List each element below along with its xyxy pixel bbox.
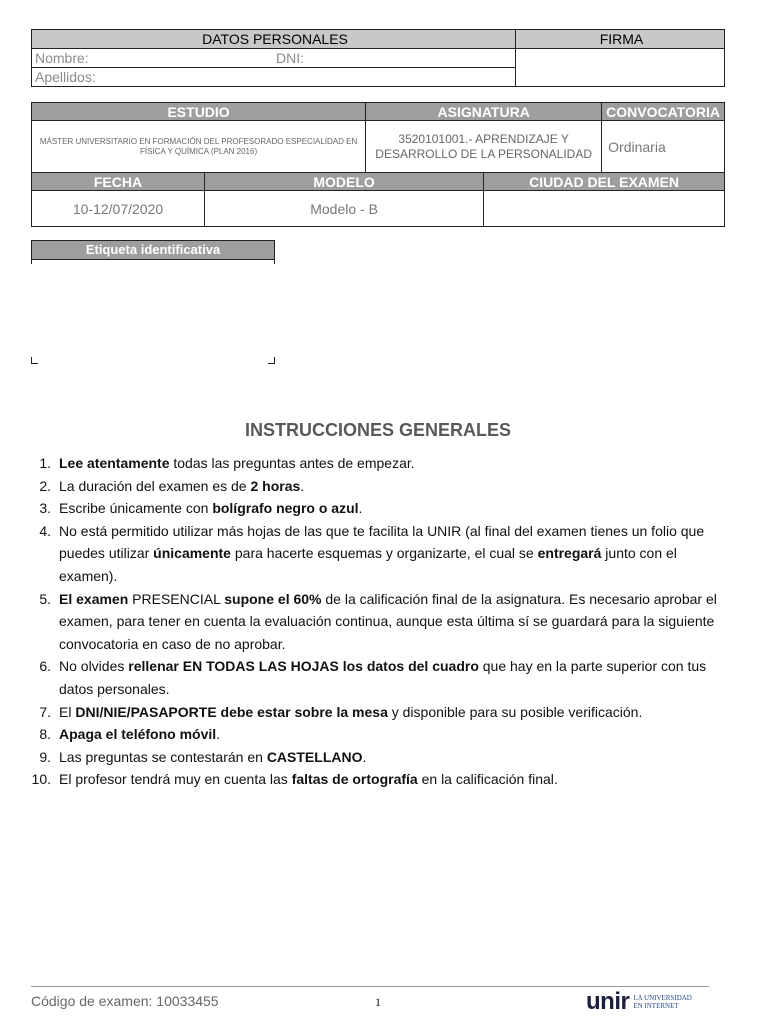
instruction-text-segment: Las preguntas se contestarán en — [59, 748, 267, 765]
instruction-bold-text: supone el 60% — [224, 590, 322, 607]
footer-divider — [31, 986, 709, 987]
label-tick-left — [31, 260, 32, 264]
instruction-text-segment: El profesor tendrá muy en cuenta las — [59, 771, 292, 788]
instruction-item — [31, 746, 731, 769]
label-tick-right — [274, 260, 275, 264]
name-field[interactable] — [32, 49, 516, 68]
instruction-text-segment: PRESENCIAL — [128, 590, 225, 607]
instruction-text-segment: para hacerte esquemas y organizarte, el cual se — [230, 545, 538, 562]
surname-field[interactable] — [32, 68, 516, 87]
label-corner-left — [31, 357, 38, 364]
instruction-bold-text: Lee atentamente — [59, 455, 170, 471]
instruction-text — [59, 655, 731, 700]
exam-info-table — [31, 102, 725, 227]
instruction-text — [59, 497, 362, 520]
instruction-bold-text: rellenar EN TODAS LAS HOJAS los datos del cuadro — [128, 658, 479, 675]
instruction-text — [59, 452, 415, 475]
instruction-number: 5. — [39, 590, 51, 607]
exam-code: Código de examen: 10033455 — [31, 993, 219, 1009]
instruction-bold-text: 2 horas — [250, 477, 301, 494]
surname-label: Apellidos: — [35, 69, 96, 85]
page-number: 1 — [375, 995, 381, 1009]
id-label-header: Etiqueta identificativa — [31, 240, 275, 260]
instruction-number: 3. — [39, 500, 51, 517]
call-header: CONVOCATORIA — [602, 103, 725, 121]
instruction-text-segment: El — [59, 703, 76, 720]
instruction-number: 1. — [39, 455, 51, 471]
logo-sub-line-1: LA UNIVERSIDAD — [633, 994, 692, 1002]
city-field[interactable] — [484, 191, 725, 227]
instruction-item — [31, 452, 731, 475]
date-value: 10-12/07/2020 — [32, 191, 205, 227]
instruction-number: 7. — [39, 703, 51, 720]
city-header: CIUDAD DEL EXAMEN — [484, 173, 725, 191]
model-header: MODELO — [205, 173, 484, 191]
date-header: FECHA — [32, 173, 205, 191]
instruction-item — [31, 655, 731, 700]
instruction-text-segment: junto con el examen). — [59, 545, 677, 584]
dni-label: DNI: — [276, 50, 304, 66]
instruction-item — [31, 701, 731, 724]
instruction-text — [59, 701, 642, 724]
instruction-item — [31, 588, 731, 656]
instruction-text-segment: y disponible para su posible verificación. — [387, 703, 643, 720]
instruction-bold-text: Apaga el teléfono móvil — [59, 726, 217, 743]
instruction-text-segment: . — [300, 477, 305, 494]
model-value: Modelo - B — [205, 191, 484, 227]
name-label: Nombre: — [35, 50, 89, 66]
instruction-bold-text: bolígrafo negro o azul — [212, 500, 359, 517]
instruction-number: 2. — [39, 477, 51, 494]
id-label-box — [31, 240, 275, 364]
unir-logo — [586, 988, 692, 1016]
instruction-text-segment: No olvides — [59, 658, 129, 675]
instruction-bold-text: entregará — [537, 545, 602, 562]
instruction-text-segment: . — [216, 726, 221, 743]
instruction-bold-text: DNI/NIE/PASAPORTE debe estar sobre la mesa — [75, 703, 388, 720]
id-label-area — [31, 260, 275, 364]
instruction-text — [59, 768, 558, 791]
instruction-text-segment: que hay en la parte superior con tus datos personales. — [59, 658, 707, 697]
instruction-item — [31, 475, 731, 498]
instruction-text-segment: . — [358, 500, 363, 517]
instruction-item — [31, 497, 731, 520]
instruction-item — [31, 768, 731, 791]
instruction-text — [59, 520, 731, 588]
instruction-text-segment: todas las preguntas antes de empezar. — [169, 455, 415, 471]
instruction-text-segment: La duración del examen es de — [59, 477, 251, 494]
instructions-list — [31, 452, 731, 791]
instruction-number: 6. — [39, 658, 51, 675]
logo-wordmark: unir — [586, 988, 630, 1015]
instruction-text — [59, 746, 366, 769]
instruction-text-segment: No está permitido utilizar más hojas de las que te facilita la UNIR (al final del examen tienes un folio que puedes utilizar — [59, 522, 705, 562]
instruction-bold-text: CASTELLANO — [266, 748, 363, 765]
instruction-text-segment: . — [362, 748, 367, 765]
instruction-number: 10. — [31, 771, 51, 788]
instruction-number: 9. — [39, 748, 51, 765]
instruction-item — [31, 723, 731, 746]
study-header: ESTUDIO — [32, 103, 366, 121]
call-value: Ordinaria — [602, 121, 725, 173]
instruction-bold-text: faltas de ortografía — [291, 771, 418, 788]
instruction-text-segment: de la calificación final de la asignatura. Es necesario aprobar el examen, para tener en cuenta la evaluación continua, aunque esta última sí se guardará para la siguiente convocatoria en caso de no aprobar. — [59, 590, 717, 652]
personal-data-header: DATOS PERSONALES — [32, 30, 516, 49]
logo-subtitle — [633, 994, 692, 1010]
label-corner-right — [268, 357, 275, 364]
instruction-text — [59, 588, 731, 656]
study-value: MÁSTER UNIVERSITARIO EN FORMACIÓN DEL PROFESORADO ESPECIALIDAD EN FÍSICA Y QUÍMICA (PLAN 2016) — [32, 121, 366, 173]
subject-value: 3520101001.- APRENDIZAJE Y DESARROLLO DE LA PERSONALIDAD — [366, 121, 602, 173]
instructions-title: INSTRUCCIONES GENERALES — [244, 420, 512, 440]
signature-field[interactable] — [516, 49, 725, 87]
instruction-bold-text: El examen — [59, 590, 129, 607]
signature-header: FIRMA — [516, 30, 725, 49]
personal-data-table — [31, 29, 725, 87]
instruction-text-segment: Escribe únicamente con — [59, 500, 213, 517]
instruction-number: 4. — [39, 522, 51, 539]
subject-header: ASIGNATURA — [366, 103, 602, 121]
instruction-item — [31, 520, 731, 588]
instruction-text — [59, 723, 220, 746]
instruction-bold-text: únicamente — [153, 545, 231, 562]
instruction-text — [59, 475, 304, 498]
instruction-text-segment: en la calificación final. — [417, 771, 558, 788]
instruction-number: 8. — [39, 726, 51, 743]
logo-sub-line-2: EN INTERNET — [633, 1002, 679, 1010]
